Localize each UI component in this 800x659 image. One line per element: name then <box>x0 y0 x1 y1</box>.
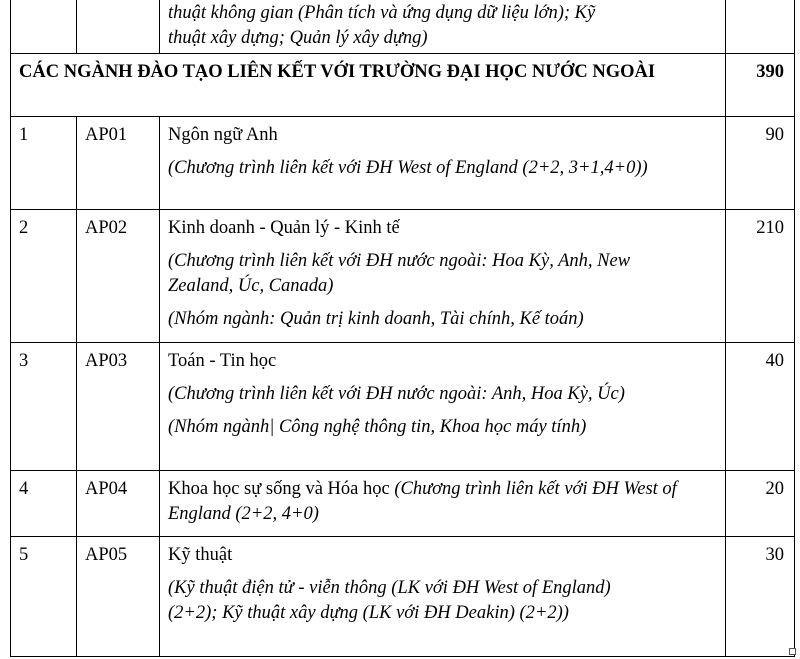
program-name: Kỹ thuật <box>168 545 233 565</box>
program-note: (Nhóm ngành: Quản trị kinh doanh, Tài chính, Kế toán) <box>168 309 584 329</box>
program-note-line: thuật xây dựng; Quản lý xây dựng) <box>168 28 428 48</box>
row-stt: 5 <box>11 537 77 657</box>
row-program <box>160 117 726 210</box>
program-note: (Kỹ thuật điện tử - viễn thông (LK với ĐH West of England) (2+2); Kỹ thuật xây dựng (LK với ĐH Deakin) (2+2)) <box>168 578 611 623</box>
program-note-line: thuật không gian (Phân tích và ứng dụng dữ liệu lớn); Kỹ <box>168 3 596 23</box>
program-note: (Nhóm ngành| Công nghệ thông tin, Khoa học máy tính) <box>168 417 587 437</box>
program-name: Khoa học sự sống và Hóa học <box>168 479 390 499</box>
cell-empty <box>726 0 795 54</box>
section-title: CÁC NGÀNH ĐÀO TẠO LIÊN KẾT VỚI TRƯỜNG ĐẠI HỌC NƯỚC NGOÀI <box>11 54 726 117</box>
program-note: (Chương trình liên kết với ĐH nước ngoài: Anh, Hoa Kỳ, Úc) <box>168 384 625 404</box>
table-row <box>11 537 795 657</box>
row-quota: 90 <box>726 117 795 210</box>
program-name: Kinh doanh - Quản lý - Kinh tế <box>168 218 400 238</box>
section-header-row <box>11 54 795 117</box>
row-stt: 2 <box>11 210 77 343</box>
row-code: AP03 <box>77 343 160 471</box>
row-code: AP05 <box>77 537 160 657</box>
table-row <box>11 471 795 537</box>
row-stt: 3 <box>11 343 77 471</box>
row-quota: 30 <box>726 537 795 657</box>
row-quota: 210 <box>726 210 795 343</box>
row-quota: 40 <box>726 343 795 471</box>
table-row-continued <box>11 0 795 54</box>
row-program <box>160 537 726 657</box>
program-note: (Chương trình liên kết với ĐH West of England (2+2, 4+0) <box>168 479 677 524</box>
table-resize-handle[interactable] <box>789 648 796 655</box>
row-code: AP02 <box>77 210 160 343</box>
section-total: 390 <box>726 54 795 117</box>
row-stt: 4 <box>11 471 77 537</box>
program-name: Toán - Tin học <box>168 351 277 371</box>
cell-empty <box>11 0 77 54</box>
cell-empty <box>77 0 160 54</box>
table-row <box>11 210 795 343</box>
row-program <box>160 343 726 471</box>
table-row <box>11 343 795 471</box>
row-quota: 20 <box>726 471 795 537</box>
row-code: AP01 <box>77 117 160 210</box>
row-code: AP04 <box>77 471 160 537</box>
program-note: (Chương trình liên kết với ĐH nước ngoài: Hoa Kỳ, Anh, New Zealand, Úc, Canada) <box>168 251 631 296</box>
row-program <box>160 471 726 537</box>
program-name: Ngôn ngữ Anh <box>168 125 278 145</box>
admissions-table <box>10 0 795 657</box>
row-stt: 1 <box>11 117 77 210</box>
program-note-cell <box>160 0 726 54</box>
program-note: (Chương trình liên kết với ĐH West of England (2+2, 3+1,4+0)) <box>168 158 648 178</box>
row-program <box>160 210 726 343</box>
table-row <box>11 117 795 210</box>
